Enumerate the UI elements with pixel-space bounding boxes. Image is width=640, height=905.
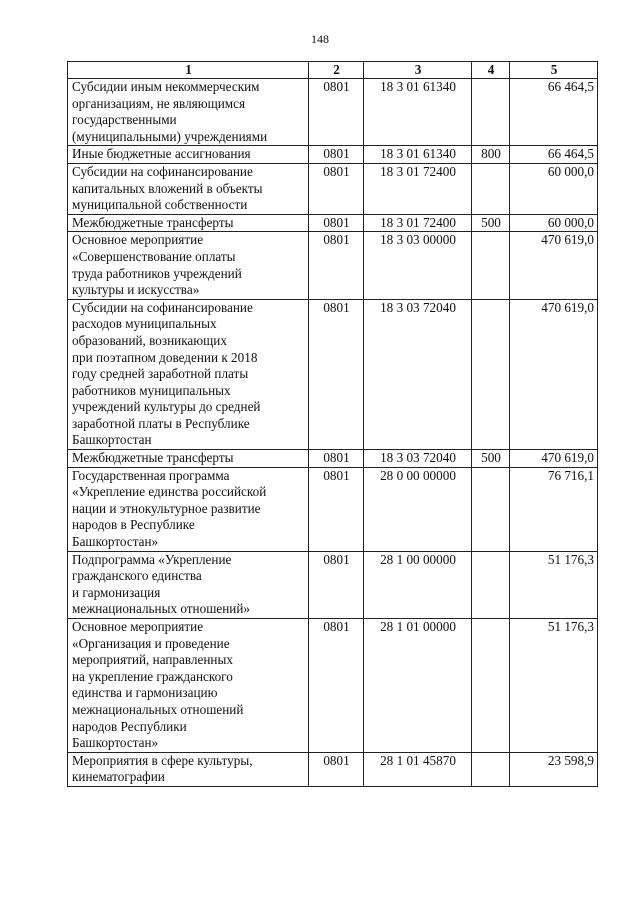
expense-type-cell [472, 551, 510, 618]
row-name-cell: Основное мероприятие «Организация и проведение мероприятий, направленных на укрепление гражданского единства и гармонизацию межнациональных отношений народов Республики Башкортостан» [68, 619, 309, 753]
budget-table [67, 61, 598, 787]
target-article-cell: 18 3 03 72040 [364, 299, 472, 449]
section-code-cell: 0801 [309, 79, 364, 146]
amount-cell: 60 000,0 [510, 163, 598, 214]
row-name-cell: Субсидии на софинансирование расходов муниципальных образований, возникающих при поэтапном доведении к 2018 году средней заработной платы работников муниципальных учреждений культуры до средней заработной платы в Республике Башкортостан [68, 299, 309, 449]
table-row [68, 752, 598, 786]
target-article-cell: 18 3 03 72040 [364, 450, 472, 468]
row-name-cell: Иные бюджетные ассигнования [68, 146, 309, 164]
section-code-cell: 0801 [309, 214, 364, 232]
row-name-cell: Государственная программа «Укрепление единства российской нации и этнокультурное развитие народов в Республике Башкортостан» [68, 467, 309, 551]
table-row [68, 551, 598, 618]
column-header: 1 [68, 62, 309, 79]
section-code-cell: 0801 [309, 450, 364, 468]
table-row [68, 214, 598, 232]
target-article-cell: 18 3 01 72400 [364, 214, 472, 232]
target-article-cell: 28 1 01 00000 [364, 619, 472, 753]
amount-cell: 60 000,0 [510, 214, 598, 232]
header-row [68, 62, 598, 79]
amount-cell: 66 464,5 [510, 79, 598, 146]
target-article-cell: 18 3 03 00000 [364, 232, 472, 299]
section-code-cell: 0801 [309, 146, 364, 164]
expense-type-cell [472, 163, 510, 214]
table-row [68, 146, 598, 164]
expense-type-cell [472, 79, 510, 146]
row-name-cell: Межбюджетные трансферты [68, 450, 309, 468]
expense-type-cell: 500 [472, 450, 510, 468]
section-code-cell: 0801 [309, 467, 364, 551]
amount-cell: 470 619,0 [510, 450, 598, 468]
expense-type-cell [472, 752, 510, 786]
amount-cell: 51 176,3 [510, 551, 598, 618]
column-header: 3 [364, 62, 472, 79]
amount-cell: 23 598,9 [510, 752, 598, 786]
section-code-cell: 0801 [309, 619, 364, 753]
column-header: 4 [472, 62, 510, 79]
table-row [68, 450, 598, 468]
expense-type-cell: 800 [472, 146, 510, 164]
amount-cell: 470 619,0 [510, 232, 598, 299]
table-row [68, 163, 598, 214]
table-row [68, 232, 598, 299]
target-article-cell: 18 3 01 61340 [364, 79, 472, 146]
page-number: 148 [311, 32, 329, 46]
amount-cell: 51 176,3 [510, 619, 598, 753]
target-article-cell: 18 3 01 61340 [364, 146, 472, 164]
column-header: 5 [510, 62, 598, 79]
target-article-cell: 28 1 00 00000 [364, 551, 472, 618]
amount-cell: 66 464,5 [510, 146, 598, 164]
row-name-cell: Основное мероприятие «Совершенствование оплаты труда работников учреждений культуры и искусства» [68, 232, 309, 299]
table-row [68, 619, 598, 753]
expense-type-cell [472, 299, 510, 449]
row-name-cell: Мероприятия в сфере культуры, кинематографии [68, 752, 309, 786]
target-article-cell: 28 0 00 00000 [364, 467, 472, 551]
target-article-cell: 18 3 01 72400 [364, 163, 472, 214]
table-body [68, 79, 598, 787]
row-name-cell: Субсидии иным некоммерческим организациям, не являющимся государственными (муниципальными) учреждениями [68, 79, 309, 146]
expense-type-cell: 500 [472, 214, 510, 232]
section-code-cell: 0801 [309, 752, 364, 786]
expense-type-cell [472, 467, 510, 551]
table-row [68, 299, 598, 449]
amount-cell: 470 619,0 [510, 299, 598, 449]
table-row [68, 467, 598, 551]
section-code-cell: 0801 [309, 232, 364, 299]
section-code-cell: 0801 [309, 299, 364, 449]
table-row [68, 79, 598, 146]
column-header: 2 [309, 62, 364, 79]
expense-type-cell [472, 619, 510, 753]
row-name-cell: Субсидии на софинансирование капитальных вложений в объекты муниципальной собственности [68, 163, 309, 214]
amount-cell: 76 716,1 [510, 467, 598, 551]
row-name-cell: Подпрограмма «Укрепление гражданского единства и гармонизация межнациональных отношений» [68, 551, 309, 618]
section-code-cell: 0801 [309, 551, 364, 618]
target-article-cell: 28 1 01 45870 [364, 752, 472, 786]
section-code-cell: 0801 [309, 163, 364, 214]
expense-type-cell [472, 232, 510, 299]
row-name-cell: Межбюджетные трансферты [68, 214, 309, 232]
